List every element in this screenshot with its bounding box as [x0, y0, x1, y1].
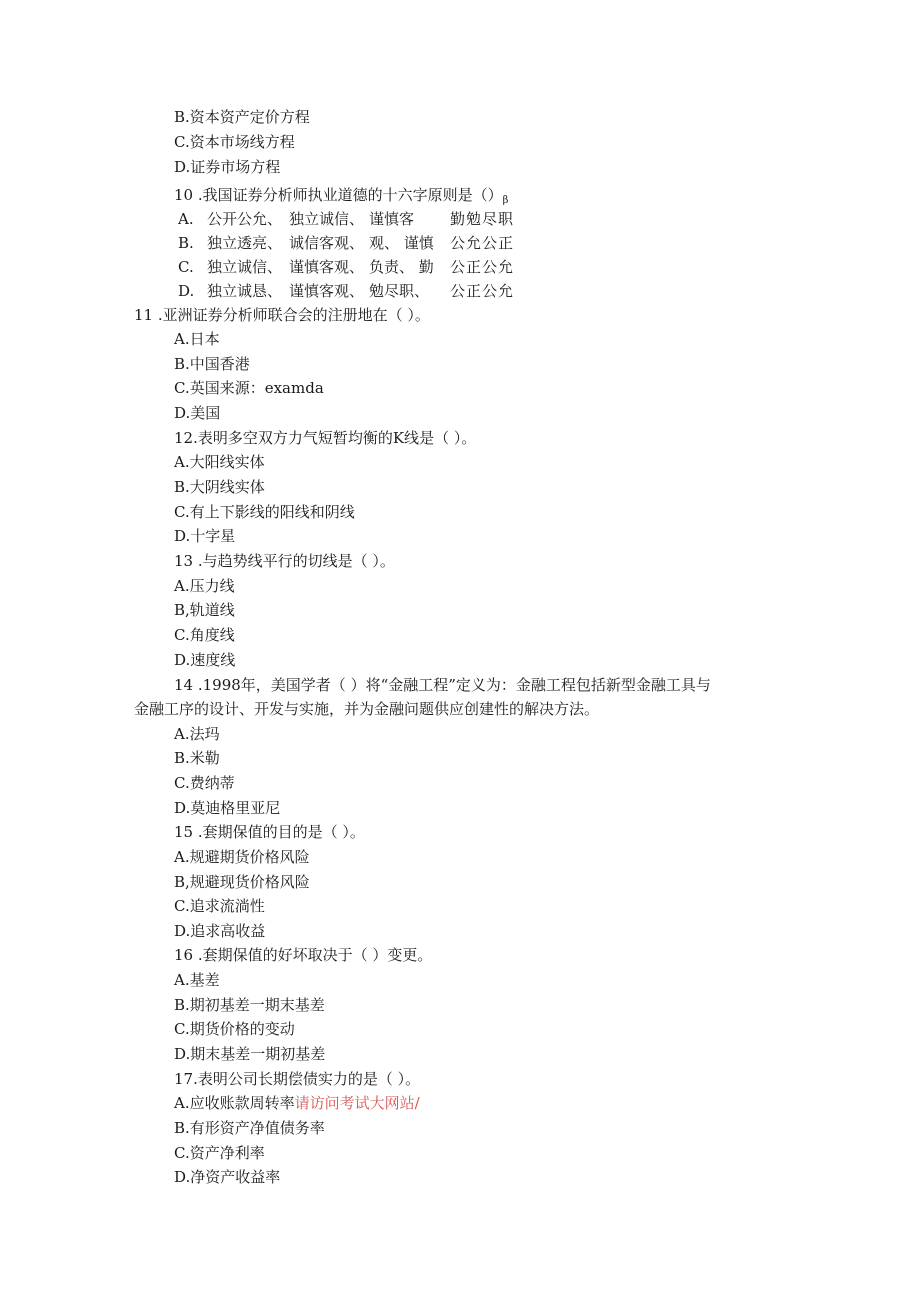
q16-option-c: C.期货价格的变动	[174, 1020, 295, 1038]
q13-question: 13 .与趋势线平行的切线是（ ）。	[174, 552, 395, 570]
q16-question: 16 .套期保值的好坏取决于（ ）变更。	[174, 946, 433, 964]
option-part: 负责、 勤	[369, 258, 434, 276]
q12-option-b: B.大阴线实体	[174, 478, 265, 496]
q16-option-a: A.基差	[174, 971, 220, 989]
q17-option-b: B.有形资产净值债务率	[174, 1119, 325, 1137]
option-part: 独立透亮、	[207, 234, 283, 252]
q14-option-a: A.法玛	[174, 725, 220, 743]
q11-option-a: A.日本	[174, 330, 220, 348]
q17-option-c: C.资产净利率	[174, 1144, 265, 1162]
q15-option-d: D.追求高收益	[174, 922, 266, 940]
q15-question: 15 .套期保值的目的是（ ）。	[174, 823, 365, 841]
q10-option-c	[0, 257, 920, 277]
q13-option-d: D.速度线	[174, 651, 236, 669]
q17-option-a-text: A.应收账款周转率	[174, 1094, 295, 1112]
option-part: 公开公允、	[207, 210, 283, 228]
q9-option-d: D.证券市场方程	[174, 158, 281, 176]
option-part: 诚信客观、	[289, 234, 365, 252]
q12-option-a: A.大阳线实体	[174, 453, 265, 471]
q15-option-a: A.规避期货价格风险	[174, 848, 310, 866]
q9-option-b: B.资本资产定价方程	[174, 108, 310, 126]
option-part: 独立诚信、	[207, 258, 283, 276]
q10-question-text: 10 .我国证券分析师执业道德的十六字原则是（）	[174, 186, 503, 204]
q12-option-c: C.有上下影线的阳线和阴线	[174, 503, 355, 521]
option-letter: C.	[178, 258, 194, 276]
q13-option-a: A.压力线	[174, 577, 235, 595]
option-part: 公允公正	[450, 234, 515, 252]
option-part: 观、 谨慎	[369, 234, 434, 252]
q15-option-b: B,规避现货价格风险	[174, 873, 310, 891]
q15-option-c: C.追求流淌性	[174, 897, 265, 915]
q12-option-d: D.十字星	[174, 527, 236, 545]
option-part: 勤勉尽职	[450, 210, 515, 228]
q11-option-d: D.美国	[174, 404, 221, 422]
q10-option-b	[0, 233, 920, 253]
q14-question-cont: 金融工序的设计、开发与实施，并为金融问题供应创建性的解决方法。	[134, 700, 600, 718]
q10-question	[174, 185, 508, 211]
q11-option-b: B.中国香港	[174, 355, 250, 373]
option-letter: D.	[178, 282, 195, 300]
q14-option-c: C.费纳蒂	[174, 774, 235, 792]
q10-option-d	[0, 281, 920, 301]
q17-question: 17.表明公司长期偿债实力的是（ ）。	[174, 1070, 421, 1088]
q10-suffix: β	[502, 195, 509, 206]
option-part: 勉尽职、	[369, 282, 430, 300]
q13-option-c: C.角度线	[174, 626, 235, 644]
option-part: 谨慎客观、	[289, 282, 365, 300]
q9-option-c: C.资本市场线方程	[174, 133, 295, 151]
option-part: 公正公允	[450, 258, 515, 276]
q14-option-b: B.米勒	[174, 749, 220, 767]
option-letter: A.	[178, 210, 194, 228]
q10-option-a	[0, 209, 920, 229]
q16-option-d: D.期末基差一期初基差	[174, 1045, 326, 1063]
q11-option-c: C.英国来源：examda	[174, 379, 324, 397]
option-part: 独立诚信、	[289, 210, 365, 228]
q16-option-b: B.期初基差一期末基差	[174, 996, 325, 1014]
option-part: 谨慎客	[369, 210, 415, 228]
option-part: 独立诚恳、	[207, 282, 283, 300]
option-part: 公正公允	[450, 282, 515, 300]
q12-question: 12.表明多空双方力气短暂均衡的K线是（ ）。	[174, 429, 477, 447]
q14-option-d: D.莫迪格里亚尼	[174, 799, 281, 817]
option-part: 谨慎客观、	[289, 258, 365, 276]
q11-question: 11 .亚洲证券分析师联合会的注册地在（ ）。	[134, 306, 430, 324]
option-letter: B.	[178, 234, 194, 252]
q17-option-a	[174, 1093, 420, 1113]
q14-question: 14 .1998年，美国学者（ ）将“金融工程”定义为：金融工程包括新型金融工具与	[174, 676, 711, 694]
ad-link[interactable]: 请访问考试大网站/	[294, 1094, 420, 1112]
q17-option-d: D.净资产收益率	[174, 1168, 281, 1186]
q13-option-b: B,轨道线	[174, 601, 235, 619]
